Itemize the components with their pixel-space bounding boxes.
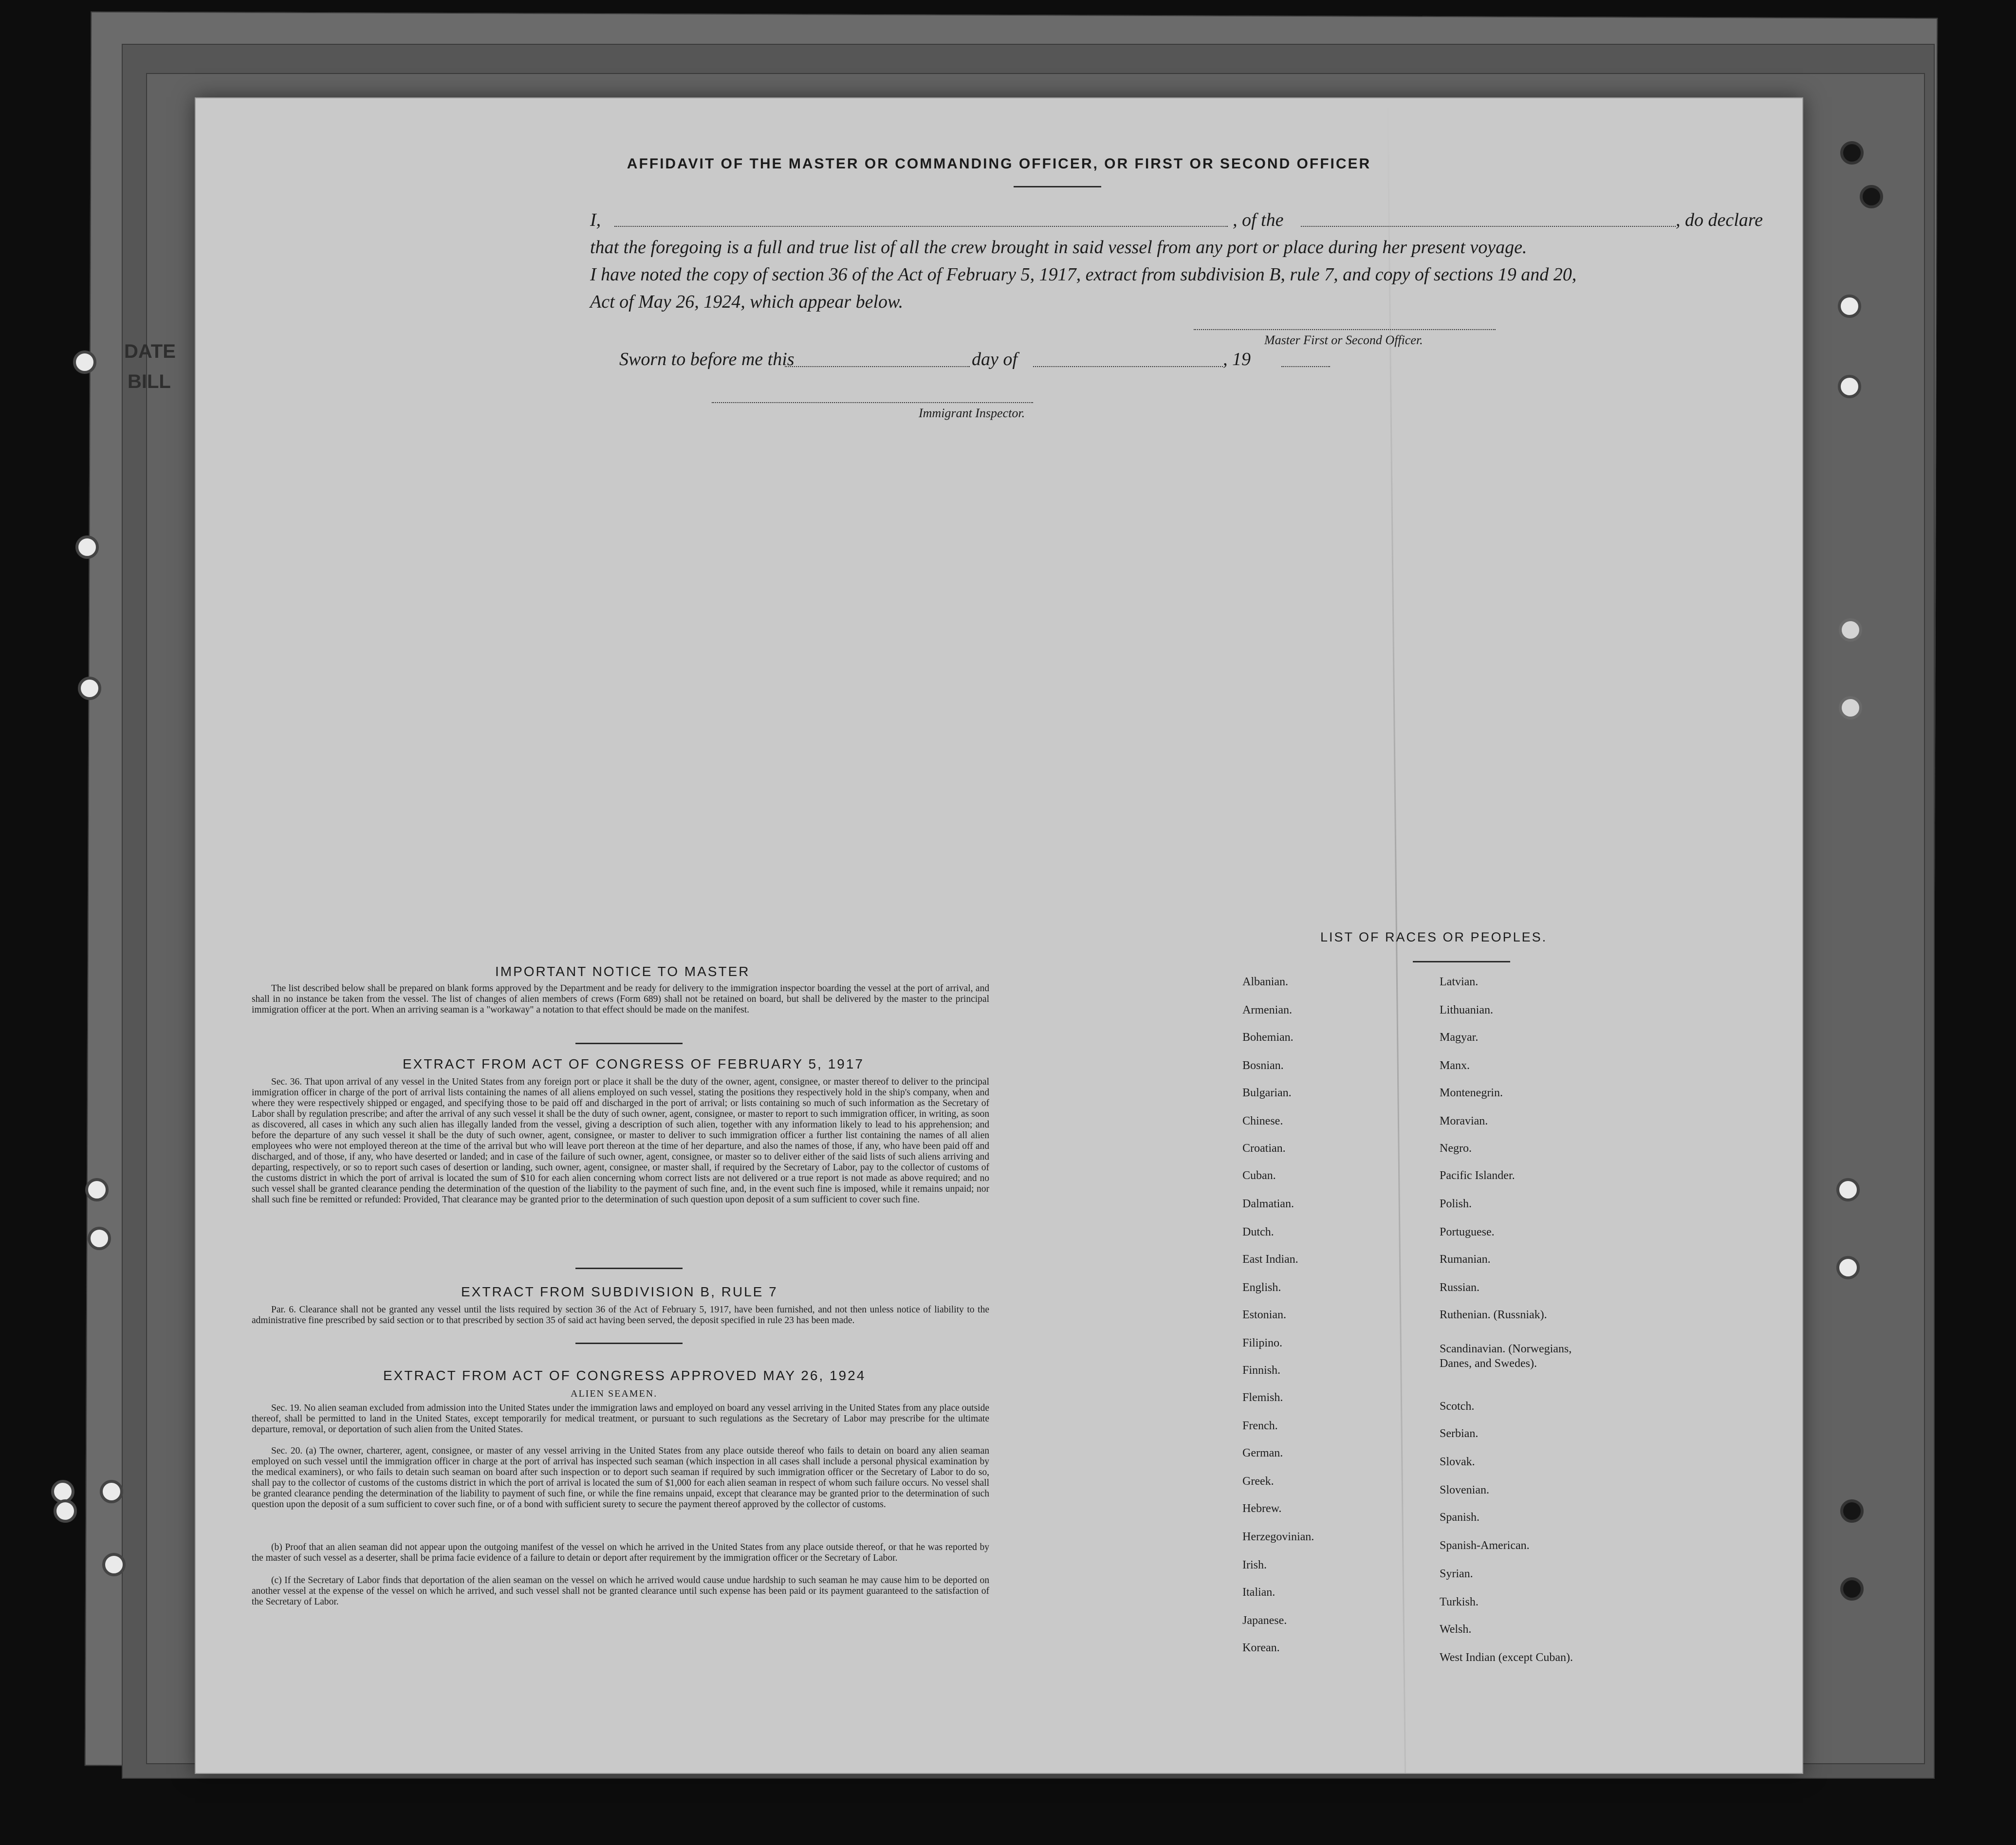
affidavit-line-2: that the foregoing is a full and true list of all the crew brought in said vessel from any port or place during her present voyage. bbox=[590, 237, 1527, 258]
race-right-item: Turkish. bbox=[1440, 1596, 1479, 1608]
vessel-name-field[interactable] bbox=[1301, 226, 1676, 227]
binder-hole bbox=[1839, 696, 1862, 720]
master-caption: Master First or Second Officer. bbox=[1264, 333, 1423, 347]
title-rule bbox=[1014, 186, 1101, 187]
binder-hole bbox=[54, 1499, 77, 1523]
race-right-item: Pacific Islander. bbox=[1440, 1169, 1515, 1182]
sworn-year-field[interactable] bbox=[1281, 366, 1330, 367]
race-left-item: Flemish. bbox=[1242, 1391, 1283, 1404]
binder-hole bbox=[1838, 295, 1861, 318]
affidavit-page bbox=[195, 97, 1803, 1774]
race-left-item: Bulgarian. bbox=[1242, 1087, 1292, 1099]
sworn-day-field[interactable] bbox=[785, 366, 970, 367]
race-left-item: Albanian. bbox=[1242, 976, 1288, 988]
stub-label-date: DATE bbox=[124, 341, 176, 362]
extract-rule7-title: EXTRACT FROM SUBDIVISION B, RULE 7 bbox=[461, 1284, 778, 1299]
affidavit-line-3: I have noted the copy of section 36 of the Act of February 5, 1917, extract from subdivision B, rule 7, and copy of sections 19 and 20, bbox=[590, 264, 1577, 285]
race-left-item: Hebrew. bbox=[1242, 1502, 1282, 1515]
race-left-item: Italian. bbox=[1242, 1586, 1276, 1599]
race-right-item: Spanish. bbox=[1440, 1511, 1480, 1524]
race-left-item: French. bbox=[1242, 1420, 1278, 1432]
binder-hole bbox=[1840, 1577, 1864, 1601]
sworn-month-field[interactable] bbox=[1033, 366, 1223, 367]
race-right-item: Slovak. bbox=[1440, 1456, 1475, 1468]
race-left-item: Cuban. bbox=[1242, 1169, 1276, 1182]
affidavit-line-of-the: , of the bbox=[1233, 210, 1284, 230]
race-right-item: Syrian. bbox=[1440, 1568, 1473, 1580]
race-right-item: West Indian (except Cuban). bbox=[1440, 1651, 1573, 1664]
race-left-item: Finnish. bbox=[1242, 1364, 1281, 1377]
race-left-item: Greek. bbox=[1242, 1475, 1274, 1488]
race-left-item: Filipino. bbox=[1242, 1337, 1283, 1349]
races-title: LIST OF RACES OR PEOPLES. bbox=[1320, 930, 1548, 944]
race-right-item: Moravian. bbox=[1440, 1115, 1488, 1127]
extract-1917-text: Sec. 36. That upon arrival of any vessel in the United States from any foreign port or place it shall be the duty of the owner, agent, consignee, or master thereof to deliver to the principal immigration officer in charge of the port of arrival lists containing the names of all aliens employed on such vessel, stating the positions they respectively hold in the ship's company, when and where they were respectively shipped or engaged, and specifying those to be paid off and discharged in the port of arrival; or lists containing so much of such information as the Secretary of Labor shall by regulation prescribe; and after the arrival of any such vessel it shall be the duty of such owner, agent, consignee, or master to report to such immigration officer, in writing, as soon as discovered, all cases in which any such alien has illegally landed from the vessel, giving a description of such alien, together with any information likely to lead to his apprehension; and before the departure of any such vessel it shall be the duty of such owner, agent, consignee, or master to deliver to such immigration officer a further list containing the names of all alien employees who were not employed thereon at the time of the arrival but who will leave port thereon at the time of her departure, and also the names of those, if any, who have been paid off and discharged, and of those, if any, who have deserted or landed; and in case of the failure of such owner, agent, consignee, or master so to deliver either of the said lists of such aliens arriving and departing, respectively, or so to report such cases of desertion or landing, such owner, agent, consignee, or master shall, if required by the Secretary of Labor, pay to the collector of customs of the customs district in which the port of arrival is located the sum of $10 for each alien concerning whom correct lists are not delivered or a true report is not made as above required; and no such vessel shall be granted clearance pending the determination of the question of the liability to the payment of such fine, and, in the event such fine is imposed, while it remains unpaid; nor shall such fine be remitted or refunded: Provided, That clearance may be granted prior to the determination of such question upon deposit of a sum sufficient to cover such fine. bbox=[252, 1077, 989, 1205]
binder-hole bbox=[73, 351, 96, 374]
race-left-item: Croatian. bbox=[1242, 1142, 1286, 1155]
race-right-item: Serbian. bbox=[1440, 1427, 1479, 1440]
affidavit-line-4: Act of May 26, 1924, which appear below. bbox=[590, 292, 904, 312]
extract-1924-sec20a: Sec. 20. (a) The owner, charterer, agent, consignee, or master of any vessel arriving in the United States from any place outside thereof who fails to detain on board any alien seaman employed on such vessel until the immigration officer in charge at the port of arrival has inspected such seaman (which inspection in all cases shall include a personal physical examination by the medical examiners), or who fails to detain such seaman on board after such inspection or to deport such seaman if required by such immigration officer or the Secretary of Labor to do so, shall pay to the collector of customs of the customs district in which the port of arrival is located the sum of $1,000 for each alien seaman in respect of whom such failure occurs. No vessel shall be granted clearance pending the determination of the liability to payment of such fine, or while the fine remains unpaid, except that clearance may be granted prior to the determination of such question upon the deposit of a sum sufficient to cover such fine, or of a bond with sufficient surety to secure the payment thereof approved by the collector of customs. bbox=[252, 1446, 989, 1510]
notice-rule bbox=[575, 1043, 683, 1044]
binder-hole bbox=[1836, 1256, 1860, 1279]
extract-rule7-text: Par. 6. Clearance shall not be granted any vessel until the lists required by section 36 of the Act of February 5, 1917, have been furnished, and not then unless notice of liability to the administrative fine prescribed by said section or to that prescribed by section 35 of said act having been served, the deposit specified in rule 23 has been made. bbox=[252, 1305, 989, 1326]
notice-text: The list described below shall be prepared on blank forms approved by the Department and be ready for delivery to the immigration inspector boarding the vessel at the port of arrival, and shall in no instance be taken from the vessel. The list of changes of alien members of crews (Form 689) shall not be retained on board, but shall be delivered by the master to the principal immigration officer at the port. When an arriving seaman is a "workaway" a notation to that effect should be made on the manifest. bbox=[252, 983, 989, 1015]
binder-hole bbox=[100, 1480, 123, 1503]
race-right-item: Latvian. bbox=[1440, 976, 1479, 988]
binder-hole bbox=[1840, 1499, 1864, 1523]
year-label: , 19 bbox=[1223, 349, 1251, 369]
race-right-item: Magyar. bbox=[1440, 1031, 1479, 1044]
race-right-item: Polish. bbox=[1440, 1198, 1472, 1210]
race-right-item: Scotch. bbox=[1440, 1400, 1475, 1413]
extract-1924-sec20b: (b) Proof that an alien seaman did not appear upon the outgoing manifest of the vessel on which he arrived in the United States from any place outside thereof, or that he was reported by the master of such vessel as a deserter, shall be prima facie evidence of a failure to detain or deport after requirement by the immigration officer or the Secretary of Labor. bbox=[252, 1542, 989, 1563]
race-left-item: Estonian. bbox=[1242, 1309, 1286, 1321]
race-left-item: Irish. bbox=[1242, 1559, 1267, 1571]
race-left-item: Dutch. bbox=[1242, 1226, 1274, 1238]
race-right-item: Ruthenian. (Russniak). bbox=[1440, 1309, 1547, 1321]
master-signature-field[interactable] bbox=[1194, 329, 1496, 330]
binder-hole bbox=[1836, 1178, 1860, 1201]
race-right-item: Portuguese. bbox=[1440, 1226, 1495, 1238]
race-right-item: Manx. bbox=[1440, 1059, 1470, 1072]
binder-hole bbox=[85, 1178, 109, 1201]
notice-title: IMPORTANT NOTICE TO MASTER bbox=[495, 964, 750, 979]
race-left-item: Herzegovinian. bbox=[1242, 1531, 1314, 1543]
affidavit-line-i: I, bbox=[590, 210, 601, 230]
race-left-item: Dalmatian. bbox=[1242, 1198, 1294, 1210]
binder-hole bbox=[75, 535, 99, 559]
race-right-item: Rumanian. bbox=[1440, 1253, 1491, 1266]
inspector-signature-field[interactable] bbox=[712, 402, 1033, 403]
race-left-item: Bohemian. bbox=[1242, 1031, 1294, 1044]
race-left-item: Japanese. bbox=[1242, 1614, 1287, 1627]
race-left-item: Armenian. bbox=[1242, 1004, 1292, 1016]
extract-1924-subtitle: ALIEN SEAMEN. bbox=[571, 1388, 658, 1399]
affidavit-title: AFFIDAVIT OF THE MASTER OR COMMANDING OFFICER, OR FIRST OR SECOND OFFICER bbox=[627, 156, 1371, 172]
binder-hole bbox=[102, 1553, 126, 1576]
stub-label-bill: BILL bbox=[128, 371, 171, 392]
race-right-item: Montenegrin. bbox=[1440, 1087, 1503, 1099]
race-left-item: English. bbox=[1242, 1281, 1281, 1294]
extract-1917-rule bbox=[575, 1268, 683, 1269]
extract-1924-sec20c: (c) If the Secretary of Labor finds that deportation of the alien seaman on the vessel on which he arrived would cause undue hardship to such seaman he may cause him to be deported on another vessel at the expense of the vessel on which he arrived, and such vessel shall not be granted clearance until such expense has been paid or its payment guaranteed to the satisfaction of the Secretary of Labor. bbox=[252, 1575, 989, 1607]
extract-1924-sec19: Sec. 19. No alien seaman excluded from admission into the United States under the immigration laws and employed on board any vessel arriving in the United States from any place outside thereof, shall be permitted to land in the United States, except temporarily for medical treatment, or pursuant to such regulations as the Secretary of Labor may prescribe for the ultimate departure, removal, or deportation of such alien from the United States. bbox=[252, 1403, 989, 1435]
binder-hole bbox=[1838, 375, 1861, 398]
extract-1924-title: EXTRACT FROM ACT OF CONGRESS APPROVED MAY 26, 1924 bbox=[383, 1368, 866, 1383]
race-left-item: German. bbox=[1242, 1447, 1283, 1459]
race-left-item: Bosnian. bbox=[1242, 1059, 1284, 1072]
sworn-label: Sworn to before me this bbox=[619, 349, 795, 369]
race-right-item: Negro. bbox=[1440, 1142, 1472, 1155]
race-right-item: Lithuanian. bbox=[1440, 1004, 1493, 1016]
extract-rule7-rule bbox=[575, 1343, 683, 1344]
race-right-item: Welsh. bbox=[1440, 1623, 1472, 1636]
extract-1917-title: EXTRACT FROM ACT OF CONGRESS OF FEBRUARY 5, 1917 bbox=[403, 1056, 864, 1071]
binder-hole bbox=[1839, 618, 1862, 642]
affidavit-line-declare: , do declare bbox=[1676, 210, 1763, 230]
binder-hole bbox=[88, 1227, 111, 1250]
declarant-name-field[interactable] bbox=[614, 226, 1228, 227]
race-left-item: East Indian. bbox=[1242, 1253, 1298, 1266]
binder-hole bbox=[1840, 141, 1864, 165]
inspector-caption: Immigrant Inspector. bbox=[919, 406, 1025, 420]
binder-hole bbox=[78, 677, 101, 700]
day-of-label: day of bbox=[972, 349, 1017, 369]
race-right-item: Russian. bbox=[1440, 1281, 1480, 1294]
race-right-item: Spanish-American. bbox=[1440, 1539, 1530, 1552]
race-left-item: Korean. bbox=[1242, 1642, 1280, 1654]
race-left-item: Chinese. bbox=[1242, 1115, 1283, 1127]
race-right-item: Scandinavian. (Norwegians, Danes, and Swedes). bbox=[1440, 1343, 1572, 1370]
races-rule bbox=[1413, 961, 1510, 962]
binder-hole bbox=[1860, 185, 1883, 208]
race-right-item: Slovenian. bbox=[1440, 1484, 1489, 1496]
